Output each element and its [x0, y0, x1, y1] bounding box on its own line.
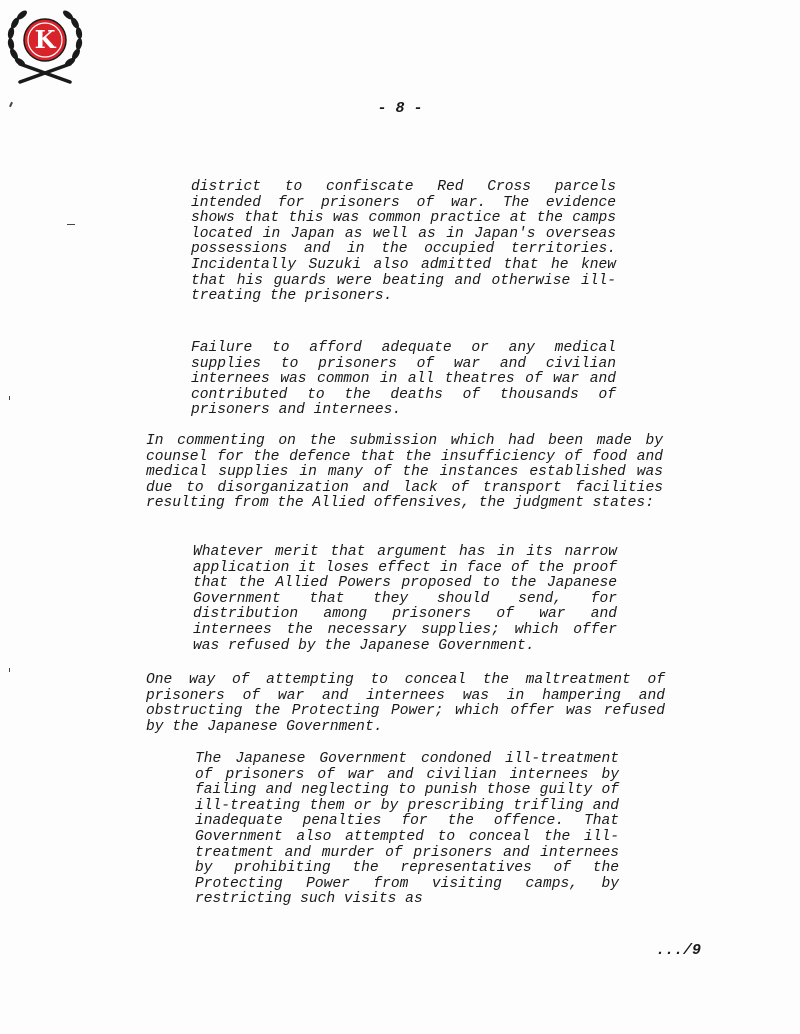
continuation-marker: .../9 [656, 942, 702, 959]
block-quote: The Japanese Government condoned ill-treatment of prisoners of war and civilian internees by failing and neglecting to punish those guilty of ill-treating them or by prescribing trifling and inadequate penalties for the offence. That Government also attempted to conceal the ill-treatment and murder of prisoners and internees by prohibiting the representatives of the Protecting Power from visiting camps, by restricting such visits as [195, 751, 619, 908]
margin-mark [9, 102, 13, 107]
block-quote: district to confiscate Red Cross parcels intended for prisoners of war. The evidence shows that this was common practice at the camps located in Japan as well as in Japan's overseas possessions and in the occupied territories. Incidentally Suzuki also admitted that he knew that his guards were beating and otherwise ill-treating the prisoners. [191, 179, 616, 305]
margin-mark [67, 224, 75, 225]
block-quote: Failure to afford adequate or any medical supplies to prisoners of war and civilian internees was common in all theatres of war and contributed to the deaths of thousands of prisoners and internees. [191, 340, 616, 419]
margin-mark [9, 396, 10, 400]
body-paragraph: One way of attempting to conceal the maltreatment of prisoners of war and internees was in hampering and obstructing the Protecting Power; which offer was refused by the Japanese Government. [146, 672, 665, 735]
page-number: - 8 - [377, 100, 423, 117]
margin-mark [9, 668, 10, 672]
logo-letter: K [34, 25, 56, 54]
laurel-wreath-k-emblem-icon [6, 4, 84, 84]
body-paragraph: In commenting on the submission which had been made by counsel for the defence that the insufficiency of food and medical supplies in many of the instances established was due to disorganization and lack of transport facilities resulting from the Allied offensives, the judgment states: [146, 433, 663, 512]
block-quote: Whatever merit that argument has in its narrow application it loses effect in face of the proof that the Allied Powers proposed to the Japanese Government that they should send, for distribution among prisoners of war and internees the necessary supplies; which offer was refused by the Japanese Government. [193, 544, 617, 654]
